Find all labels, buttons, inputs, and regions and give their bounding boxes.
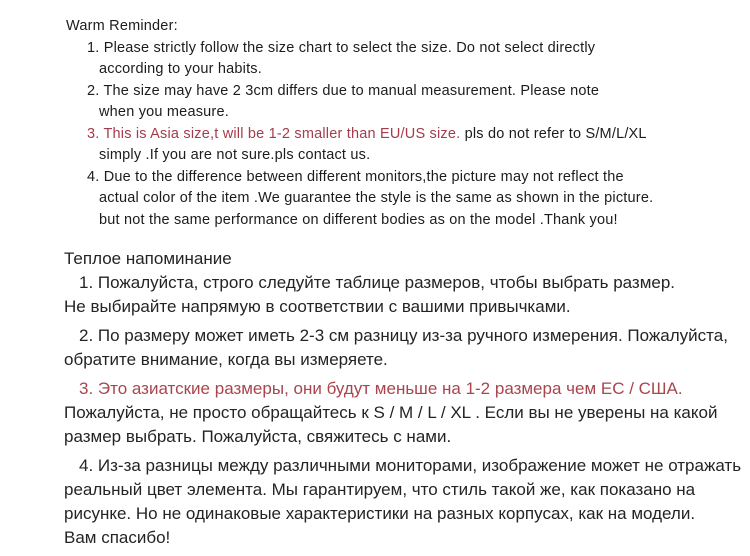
russian-reminder-title: Теплое напоминание	[64, 249, 232, 268]
en-item3-red-text: 3. This is Asia size,t will be 1-2 smaller than EU/US size.	[87, 125, 461, 142]
ru-item4-line2: реальный цвет элемента. Мы гарантируем, что стиль такой же, как показано на	[64, 480, 696, 499]
ru-item4-line4: Вам спасибо!	[64, 528, 171, 547]
en-item4-line1: 4. Due to the difference between different monitors,the picture may not reflect the	[87, 168, 624, 185]
ru-item4-line1: 4. Из-за разницы между различными мониторами, изображение может не отражать	[79, 456, 742, 475]
english-reminder-title: Warm Reminder:	[66, 18, 178, 34]
english-reminder-section	[0, 16, 653, 231]
ru-item3-line2: Пожалуйста, не просто обращайтесь к S / M / L / XL . Если вы не уверены на какой	[64, 403, 718, 422]
en-item1-line2: according to your habits.	[99, 61, 262, 77]
ru-item1-line2: Не выбирайте напрямую в соответствии с вашими привычками.	[64, 297, 571, 316]
en-item3-line2: simply .If you are not sure.pls contact us.	[99, 147, 371, 163]
en-item3-black-text: pls do not refer to S/M/L/XL	[460, 125, 647, 142]
ru-item4-line3: рисунке. Но не одинаковые характеристики на разных корпусах, как на модели.	[64, 504, 696, 523]
en-item1-line1: 1. Please strictly follow the size chart to select the size. Do not select directly	[87, 39, 596, 56]
en-item4-line3: but not the same performance on different bodies as on the model .Thank you!	[99, 211, 618, 228]
russian-reminder-section	[64, 247, 741, 550]
ru-item3-red-line: 3. Это азиатские размеры, они будут меньше на 1-2 размера чем ЕС / США.	[79, 379, 683, 398]
en-item4-line2: actual color of the item .We guarantee the style is the same as shown in the picture.	[99, 190, 654, 206]
ru-item1-line1: 1. Пожалуйста, строго следуйте таблице размеров, чтобы выбрать размер.	[79, 273, 676, 292]
en-item3-line1	[87, 124, 653, 146]
en-item2-line1: 2. The size may have 2 3cm differs due to manual measurement. Please note	[87, 82, 600, 99]
ru-item2-line1: 2. По размеру может иметь 2-3 см разницу из-за ручного измерения. Пожалуйста,	[79, 326, 728, 345]
ru-item2-line2: обратите внимание, когда вы измеряете.	[64, 350, 388, 369]
en-item2-line2: when you measure.	[99, 104, 229, 120]
ru-item3-line3: размер выбрать. Пожалуйста, свяжитесь с нами.	[64, 427, 452, 446]
